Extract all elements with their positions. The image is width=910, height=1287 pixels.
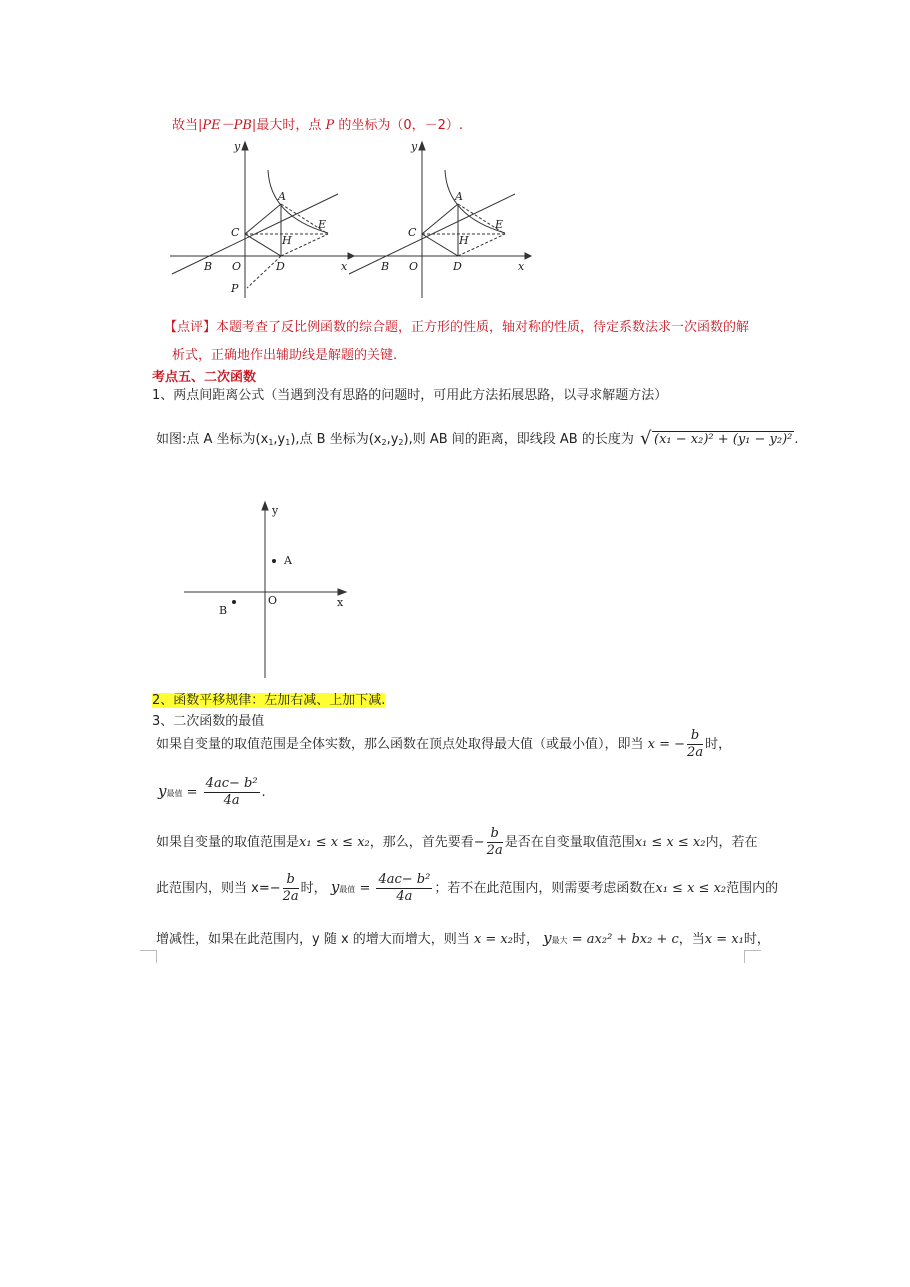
conclusion-suffix: 的坐标为（0，－2）. — [338, 118, 464, 133]
conclusion-expr: |PE－PB| — [198, 118, 257, 133]
fraction-num: b — [487, 826, 503, 843]
para-2-text-4: 内，若在 — [705, 835, 758, 850]
label-y: y — [411, 140, 418, 153]
comment-line-2 — [172, 344, 397, 363]
y-extreme-formula — [158, 776, 266, 809]
section-title — [152, 366, 256, 385]
item-1-text: 1、两点间距离公式（当遇到没有思路的问题时，可用此方法拓展思路，以寻求解题方法） — [152, 388, 668, 403]
label-x: x — [337, 596, 344, 609]
label-b: B — [219, 604, 228, 617]
fraction-den: 2a — [282, 889, 299, 904]
fraction-den: 4a — [396, 889, 413, 904]
item-3-text: 3、二次函数的最值 — [152, 714, 265, 729]
label-e: E — [495, 218, 504, 231]
para-2-range-2: x₁ ≤ x ≤ x₂ — [634, 835, 706, 850]
conclusion-line — [172, 114, 463, 133]
distance-end: . — [794, 432, 799, 447]
fraction-den: 2a — [486, 843, 503, 858]
distance-text-2: ,y — [273, 432, 286, 447]
sqrt-contents: (x₁ − x₂)² + (y₁ − y₂)² — [654, 432, 793, 447]
y-symbol: y — [543, 929, 552, 947]
para-4-xeq-2: x = x₁ — [704, 932, 744, 947]
comment-line-1 — [164, 316, 749, 335]
label-a: A — [284, 554, 292, 567]
label-o: O — [409, 260, 419, 273]
distance-line: 如图:点 A 坐标为$(x_1,y_1)$,点 B 坐标为$(x_2,y_2)$,则 AB 间的距离，即线段 AB 的长度为 √ (x₁ − x₂)² + (y₁ − y₂)² . — [156, 428, 799, 449]
para-4-text-2: 时， — [512, 932, 539, 947]
para-2-range: x₁ ≤ x ≤ x₂ — [299, 835, 370, 850]
para-1-end: 时， — [705, 737, 732, 752]
label-c: C — [231, 226, 240, 239]
comment-tag: 【点评】 — [164, 320, 217, 335]
label-e: E — [318, 218, 327, 231]
conclusion-mid: 最大时，点 — [256, 118, 322, 133]
label-d: D — [276, 260, 285, 273]
fraction-4ac — [376, 872, 432, 905]
equals-sign: = — [359, 881, 371, 896]
para-3-range: x₁ ≤ x ≤ x₂ — [655, 881, 727, 896]
y-subscript: 最大 — [551, 936, 568, 945]
distance-text-5: ),则 AB 间的距离，即线段 AB 的长度为 — [403, 432, 634, 447]
seg-ca — [422, 204, 458, 234]
para-4-expr: = ax₂² + bx₂ + c — [571, 932, 679, 947]
para-4-xeq: x = x₂ — [473, 932, 513, 947]
para-1-xeq: x = − — [647, 737, 686, 752]
item-2 — [152, 689, 385, 708]
para-2-text-2: ，那么，首先要看 — [369, 835, 474, 850]
y-symbol: y — [330, 878, 340, 896]
comment-text-2: 析式，正确地作出辅助线是解题的关键. — [172, 348, 398, 363]
fraction-den: 4a — [223, 793, 240, 808]
para-2-text-3: 是否在自变量取值范围 — [504, 835, 635, 850]
label-b: B — [204, 260, 213, 273]
seg-cd — [422, 234, 458, 256]
minus-sign: − — [473, 835, 485, 850]
label-a: A — [278, 190, 286, 203]
point-a — [272, 559, 276, 563]
label-b: B — [381, 260, 390, 273]
para-4-text-3: ，当 — [678, 932, 705, 947]
para-1-text: 如果自变量的取值范围是全体实数，那么函数在顶点处取得最大值（或最小值），即当 — [156, 737, 644, 752]
para-2-text-1: 如果自变量的取值范围是 — [156, 835, 300, 850]
fraction-b-2a — [487, 826, 503, 859]
comment-text-1: 本题考查了反比例函数的综合题，正方形的性质，轴对称的性质，待定系数法求一次函数的解 — [216, 320, 750, 335]
fraction-b-2a — [687, 728, 703, 761]
fraction-num: 4ac− b² — [205, 776, 258, 791]
point-b — [232, 600, 236, 604]
label-c: C — [408, 226, 417, 239]
conclusion-prefix: 故当 — [172, 118, 199, 133]
fraction-num: b — [687, 728, 703, 745]
label-x: x — [518, 260, 525, 273]
para-4-text-1: 增减性，如果在此范围内，y 随 x 的增大而增大，则当 — [156, 932, 470, 947]
para-2 — [156, 826, 757, 859]
seg-cd — [245, 234, 281, 256]
label-p: P — [231, 282, 239, 295]
label-d: D — [453, 260, 462, 273]
coordinate-diagram — [180, 500, 355, 682]
seg-ca — [245, 204, 281, 234]
fraction-den: 2a — [687, 745, 704, 760]
page-corner-right — [744, 950, 761, 963]
item-1 — [152, 384, 667, 403]
label-y: y — [272, 504, 279, 517]
para-3-text-4: 范围内的 — [726, 881, 779, 896]
graph-left — [168, 138, 358, 303]
distance-text-1: 如图:点 A 坐标为(x — [156, 432, 269, 447]
y-arrow — [242, 142, 248, 150]
para-3 — [156, 872, 778, 905]
page-corner-left — [140, 950, 157, 963]
y-subscript: 最值 — [339, 885, 356, 894]
label-o: O — [232, 260, 242, 273]
y-arrow — [262, 502, 268, 510]
label-x: x — [341, 260, 348, 273]
y-subscript: 最值 — [166, 789, 183, 798]
section-title-text: 考点五、二次函数 — [152, 370, 257, 385]
distance-text-4: ,y — [386, 432, 399, 447]
x-arrow — [525, 253, 531, 259]
sqrt-formula — [640, 428, 794, 449]
x-arrow — [338, 589, 346, 595]
fraction-4ac — [204, 776, 260, 809]
distance-text-3: ),点 B 坐标为(x — [290, 432, 382, 447]
label-a: A — [455, 190, 463, 203]
fraction-num: b — [283, 872, 299, 889]
fraction-num: 4ac− b² — [378, 872, 431, 887]
y-end: . — [261, 785, 266, 800]
label-o: O — [268, 594, 278, 607]
para-3-text-2: 时， — [300, 881, 327, 896]
para-4 — [156, 928, 770, 947]
fraction-b-2a — [283, 872, 299, 905]
para-4-text-4: 时， — [743, 932, 770, 947]
item-3 — [152, 710, 264, 729]
label-h: H — [459, 234, 469, 247]
y-arrow — [419, 142, 425, 150]
item-2-text: 2、函数平移规律：左加右减、上加下减. — [152, 693, 386, 708]
label-y: y — [234, 140, 241, 153]
para-3-text-3: ；若不在此范围内，则需要考虑函数在 — [434, 881, 656, 896]
radical-sign: √ — [640, 428, 652, 449]
graph-right — [345, 138, 535, 303]
para-1 — [156, 728, 731, 761]
y-symbol: y — [158, 782, 167, 800]
conclusion-point: P — [325, 118, 335, 133]
label-h: H — [282, 234, 292, 247]
equals-sign: = — [186, 785, 198, 800]
para-3-text-1: 此范围内，则当 x=− — [156, 881, 281, 896]
